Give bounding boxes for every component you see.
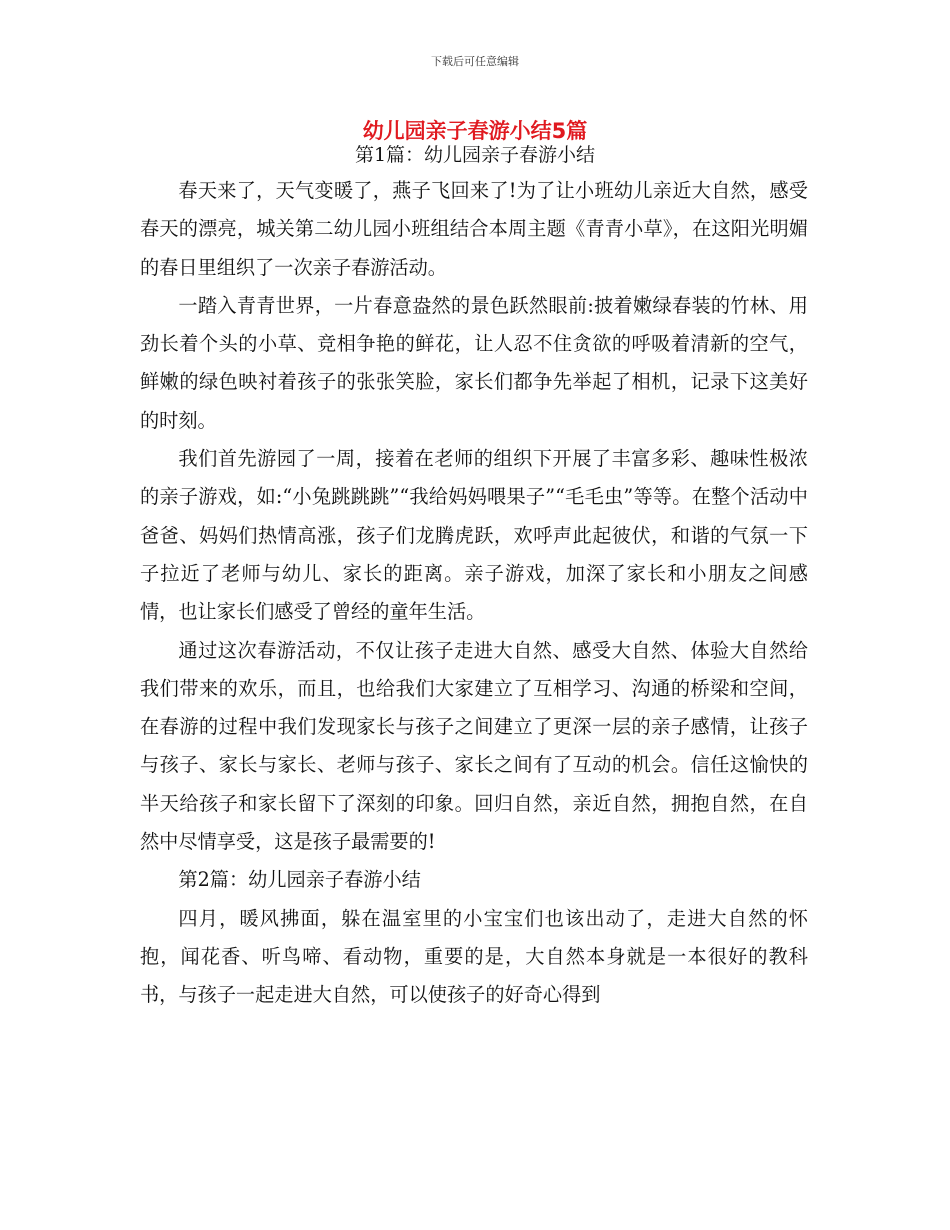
section-1-paragraph-1: 春天来了，天气变暖了，燕子飞回来了!为了让小班幼儿亲近大自然，感受春天的漂亮，城关第二幼儿园小班组结合本周主题《青青小草》，在这阳光明媚的春日里组织了一次亲子春游活动。 (140, 179, 808, 279)
document-title: 幼儿园亲子春游小结5篇 (362, 119, 588, 143)
section-1-paragraph-3: 我们首先游园了一周，接着在老师的组织下开展了丰富多彩、趣味性极浓的亲子游戏，如:“小兔跳跳跳”“我给妈妈喂果子”“毛毛虫”等等。在整个活动中爸爸、妈妈们热情高涨，孩子们龙腾虎跃，欢呼声此起彼伏，和谐的气氛一下子拉近了老师与幼儿、家长的距离。亲子游戏，加深了家长和小朋友之间感情，也让家长们感受了曾经的童年生活。 (140, 447, 808, 624)
document-body (140, 172, 808, 1015)
section-2-paragraph-1: 四月，暖风拂面，躲在温室里的小宝宝们也该出动了，走进大自然的怀抱，闻花香、听鸟啼、看动物，重要的是，大自然本身就是一本很好的教科书，与孩子一起走进大自然，可以使孩子的好奇心得到 (140, 906, 808, 1007)
header-note: 下载后可任意编辑 (431, 55, 519, 68)
section-1-paragraph-4: 通过这次春游活动，不仅让孩子走进大自然、感受大自然、体验大自然给我们带来的欢乐，而且，也给我们大家建立了互相学习、沟通的桥梁和空间，在春游的过程中我们发现家长与孩子之间建立了更深一层的亲子感情，让孩子与孩子、家长与家长、老师与孩子、家长之间有了互动的机会。信任这愉快的半天给孩子和家长留下了深刻的印象。回归自然，亲近自然，拥抱自然，在自然中尽情享受，这是孩子最需要的! (140, 638, 808, 854)
section-2-heading: 第2篇：幼儿园亲子春游小结 (178, 868, 421, 892)
section-1-paragraph-2: 一踏入青青世界，一片春意盎然的景色跃然眼前:披着嫩绿春装的竹林、用劲长着个头的小草、竞相争艳的鲜花，让人忍不住贪欲的呼吸着清新的空气，鲜嫩的绿色映衬着孩子的张张笑脸，家长们都争先举起了相机，记录下这美好的时刻。 (140, 293, 808, 432)
section-1-heading: 第1篇：幼儿园亲子春游小结 (354, 144, 596, 166)
